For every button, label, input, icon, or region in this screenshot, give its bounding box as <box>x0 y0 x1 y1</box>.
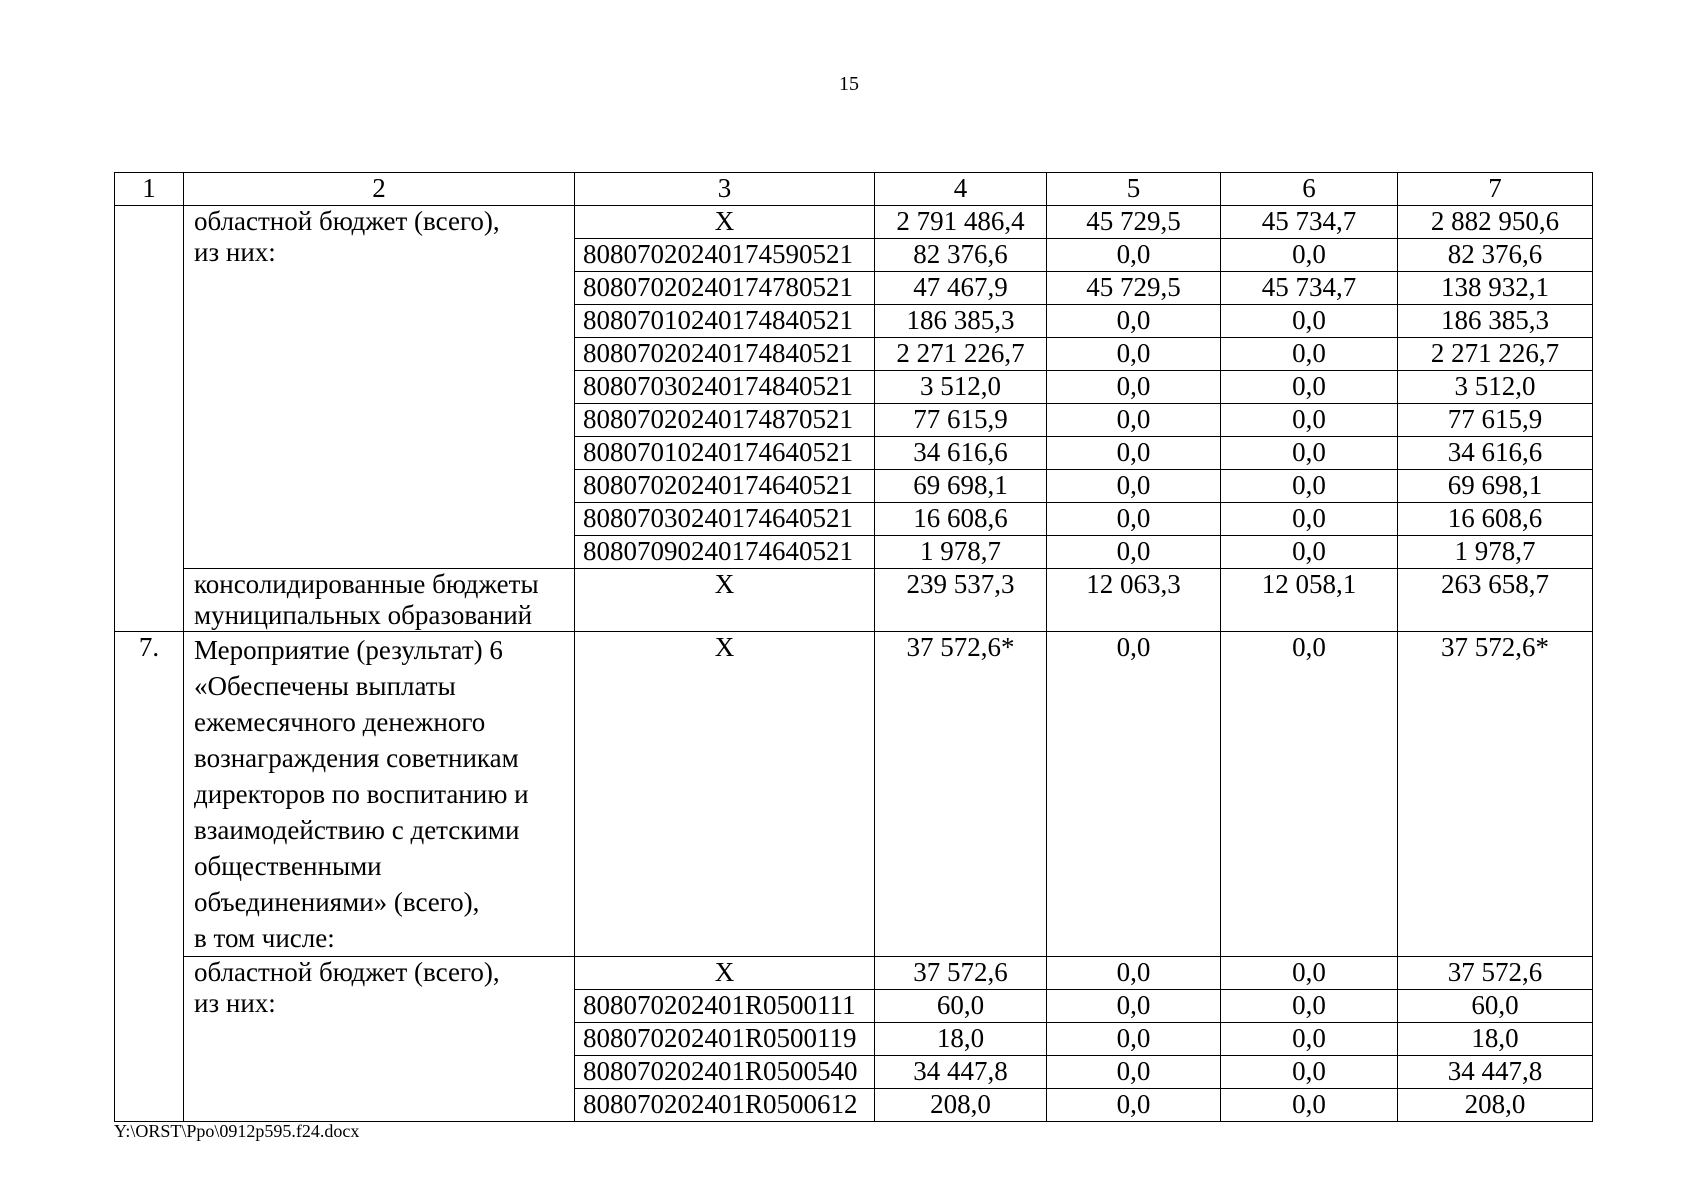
value-col7: 77 615,9 <box>1398 404 1593 437</box>
value-col6: 0,0 <box>1221 536 1398 569</box>
value-col7: 263 658,7 <box>1398 569 1593 632</box>
budget-code-cell: 808070202401R0500111 <box>575 990 875 1023</box>
value-col4: 82 376,6 <box>875 239 1047 272</box>
row-name-line: из них: <box>194 237 276 267</box>
value-col5: 0,0 <box>1047 957 1221 990</box>
value-col4: 34 616,6 <box>875 437 1047 470</box>
value-col4: 1 978,7 <box>875 536 1047 569</box>
budget-code-cell: 808070202401R0500540 <box>575 1056 875 1089</box>
budget-code-cell: 80807010240174640521 <box>575 437 875 470</box>
column-header: 5 <box>1047 173 1221 206</box>
value-col5: 0,0 <box>1047 1056 1221 1089</box>
value-col6: 0,0 <box>1221 1056 1398 1089</box>
value-col5: 0,0 <box>1047 404 1221 437</box>
value-col7: 1 978,7 <box>1398 536 1593 569</box>
column-header: 2 <box>184 173 575 206</box>
row-name-line: взаимодействию с детскими <box>194 815 520 845</box>
budget-code-cell: 80807020240174840521 <box>575 338 875 371</box>
value-col7: 3 512,0 <box>1398 371 1593 404</box>
value-col5: 0,0 <box>1047 503 1221 536</box>
table-row <box>115 632 1593 957</box>
value-col4: 37 572,6 <box>875 957 1047 990</box>
value-col6: 0,0 <box>1221 404 1398 437</box>
row-name-cell <box>184 957 575 1122</box>
value-col7: 208,0 <box>1398 1089 1593 1122</box>
budget-code-cell: 80807020240174870521 <box>575 404 875 437</box>
value-col5: 0,0 <box>1047 1023 1221 1056</box>
row-number-cell: 7. <box>115 632 184 1122</box>
column-header: 7 <box>1398 173 1593 206</box>
row-name-line: муниципальных образований <box>194 600 533 630</box>
page-number: 15 <box>839 73 859 95</box>
value-col6: 0,0 <box>1221 338 1398 371</box>
value-col5: 0,0 <box>1047 437 1221 470</box>
budget-code-cell: Х <box>575 957 875 990</box>
value-col5: 0,0 <box>1047 338 1221 371</box>
value-col5: 0,0 <box>1047 239 1221 272</box>
value-col4: 239 537,3 <box>875 569 1047 632</box>
value-col5: 0,0 <box>1047 305 1221 338</box>
budget-code-cell: Х <box>575 206 875 239</box>
column-header: 4 <box>875 173 1047 206</box>
value-col6: 0,0 <box>1221 990 1398 1023</box>
value-col5: 0,0 <box>1047 371 1221 404</box>
value-col6: 0,0 <box>1221 1089 1398 1122</box>
file-path-footer: Y:\ORST\Ppo\0912p595.f24.docx <box>114 1121 360 1141</box>
value-col5: 12 063,3 <box>1047 569 1221 632</box>
value-col5: 0,0 <box>1047 990 1221 1023</box>
budget-code-cell: Х <box>575 632 875 957</box>
value-col4: 208,0 <box>875 1089 1047 1122</box>
value-col6: 0,0 <box>1221 305 1398 338</box>
column-header: 6 <box>1221 173 1398 206</box>
value-col4: 47 467,9 <box>875 272 1047 305</box>
row-name-line: вознаграждения советникам <box>194 743 519 773</box>
value-col6: 12 058,1 <box>1221 569 1398 632</box>
budget-code-cell: 80807020240174640521 <box>575 470 875 503</box>
budget-code-cell: 80807030240174640521 <box>575 503 875 536</box>
value-col4: 60,0 <box>875 990 1047 1023</box>
value-col5: 0,0 <box>1047 536 1221 569</box>
budget-code-cell: 80807010240174840521 <box>575 305 875 338</box>
value-col7: 37 572,6* <box>1398 632 1593 957</box>
table-row <box>115 206 1593 239</box>
row-name-line: Мероприятие (результат) 6 <box>194 635 503 665</box>
value-col5: 0,0 <box>1047 470 1221 503</box>
budget-code-cell: 808070202401R0500612 <box>575 1089 875 1122</box>
table-row <box>115 957 1593 990</box>
budget-table <box>114 172 1593 1122</box>
value-col6: 45 734,7 <box>1221 206 1398 239</box>
row-name-line: ежемесячного денежного <box>194 707 486 737</box>
value-col6: 0,0 <box>1221 957 1398 990</box>
value-col5: 45 729,5 <box>1047 206 1221 239</box>
value-col4: 2 271 226,7 <box>875 338 1047 371</box>
budget-code-cell: Х <box>575 569 875 632</box>
value-col4: 3 512,0 <box>875 371 1047 404</box>
budget-code-cell: 80807030240174840521 <box>575 371 875 404</box>
row-name-line: в том числе: <box>194 923 335 953</box>
budget-code-cell: 808070202401R0500119 <box>575 1023 875 1056</box>
value-col6: 0,0 <box>1221 437 1398 470</box>
row-name-line: областной бюджет (всего), <box>194 957 500 987</box>
value-col7: 82 376,6 <box>1398 239 1593 272</box>
budget-code-cell: 80807020240174780521 <box>575 272 875 305</box>
budget-code-cell: 80807020240174590521 <box>575 239 875 272</box>
table-row <box>115 569 1593 632</box>
row-name-line: объединениями» (всего), <box>194 887 480 917</box>
value-col5: 45 729,5 <box>1047 272 1221 305</box>
value-col4: 16 608,6 <box>875 503 1047 536</box>
column-header: 1 <box>115 173 184 206</box>
row-name-line: директоров по воспитанию и <box>194 779 529 809</box>
value-col6: 45 734,7 <box>1221 272 1398 305</box>
value-col7: 34 616,6 <box>1398 437 1593 470</box>
value-col6: 0,0 <box>1221 470 1398 503</box>
row-name-line: консолидированные бюджеты <box>194 569 539 599</box>
table-header-row <box>115 173 1593 206</box>
row-name-line: областной бюджет (всего), <box>194 206 500 236</box>
value-col7: 2 882 950,6 <box>1398 206 1593 239</box>
value-col7: 186 385,3 <box>1398 305 1593 338</box>
row-name-cell <box>184 206 575 569</box>
value-col7: 2 271 226,7 <box>1398 338 1593 371</box>
value-col5: 0,0 <box>1047 1089 1221 1122</box>
value-col6: 0,0 <box>1221 371 1398 404</box>
value-col4: 69 698,1 <box>875 470 1047 503</box>
row-name-line: из них: <box>194 988 276 1018</box>
row-name-line: общественными <box>194 851 382 881</box>
value-col5: 0,0 <box>1047 632 1221 957</box>
budget-code-cell: 80807090240174640521 <box>575 536 875 569</box>
value-col6: 0,0 <box>1221 239 1398 272</box>
value-col7: 60,0 <box>1398 990 1593 1023</box>
value-col4: 2 791 486,4 <box>875 206 1047 239</box>
value-col7: 34 447,8 <box>1398 1056 1593 1089</box>
row-name-cell <box>184 569 575 632</box>
value-col7: 138 932,1 <box>1398 272 1593 305</box>
value-col7: 37 572,6 <box>1398 957 1593 990</box>
value-col7: 69 698,1 <box>1398 470 1593 503</box>
value-col6: 0,0 <box>1221 503 1398 536</box>
value-col6: 0,0 <box>1221 1023 1398 1056</box>
value-col4: 18,0 <box>875 1023 1047 1056</box>
row-number-cell <box>115 206 184 632</box>
value-col4: 77 615,9 <box>875 404 1047 437</box>
value-col6: 0,0 <box>1221 632 1398 957</box>
value-col7: 18,0 <box>1398 1023 1593 1056</box>
value-col4: 186 385,3 <box>875 305 1047 338</box>
value-col7: 16 608,6 <box>1398 503 1593 536</box>
value-col4: 34 447,8 <box>875 1056 1047 1089</box>
row-name-cell <box>184 632 575 957</box>
value-col4: 37 572,6* <box>875 632 1047 957</box>
column-header: 3 <box>575 173 875 206</box>
row-name-line: «Обеспечены выплаты <box>194 671 456 701</box>
